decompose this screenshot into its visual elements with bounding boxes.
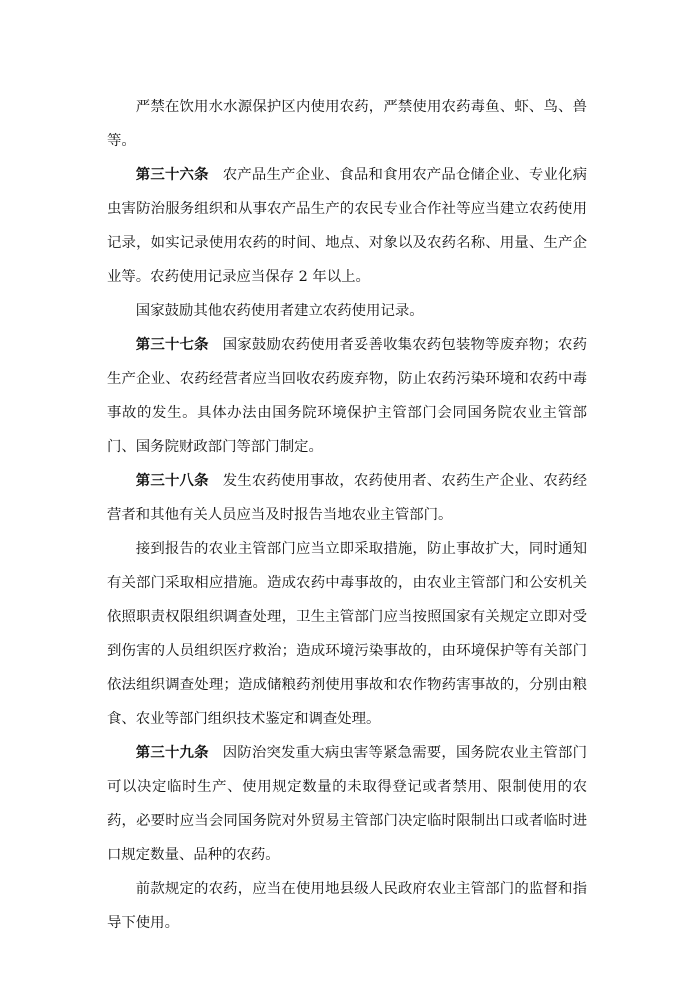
- paragraph-encourage-records: [107, 294, 587, 328]
- paragraph-supervised-use: [107, 872, 587, 940]
- article-37: [107, 328, 587, 464]
- paragraph-text: 因防治突发重大病虫害等紧急需要，国务院农业主管部门可以决定临时生产、使用规定数量的未取得登记或者禁用、限制使用的农药，必要时应当会同国务院对外贸易主管部门决定临时限制出口或者临时进口规定数量、品种的农药。: [107, 745, 587, 863]
- article-36: [107, 158, 587, 294]
- paragraph-text: 发生农药使用事故，农药使用者、农药生产企业、农药经营者和其他有关人员应当及时报告当地农业主管部门。: [107, 473, 587, 523]
- article-heading: 第三十七条: [135, 337, 209, 353]
- paragraph-text: 接到报告的农业主管部门应当立即采取措施，防止事故扩大，同时通知有关部门采取相应措施。造成农药中毒事故的，由农业主管部门和公安机关依照职责权限组织调查处理，卫生主管部门应当按照国家有关规定立即对受到伤害的人员组织医疗救治；造成环境污染事故的，由环境保护等有关部门依法组织调查处理；造成储粮药剂使用事故和农作物药害事故的，分别由粮食、农业等部门组织技术鉴定和调查处理。: [107, 541, 587, 727]
- article-heading: 第三十九条: [135, 745, 209, 761]
- article-heading: 第三十六条: [135, 167, 209, 183]
- article-38: [107, 464, 587, 532]
- paragraph-water-source-ban: [107, 90, 587, 158]
- paragraph-accident-handling: [107, 532, 587, 736]
- paragraph-text: 前款规定的农药，应当在使用地县级人民政府农业主管部门的监督和指导下使用。: [107, 881, 587, 931]
- paragraph-text: 农产品生产企业、食品和食用农产品仓储企业、专业化病虫害防治服务组织和从事农产品生产的农民专业合作社等应当建立农药使用记录，如实记录使用农药的时间、地点、对象以及农药名称、用量、生产企业等。农药使用记录应当保存 2 年以上。: [107, 167, 587, 285]
- paragraph-text: 国家鼓励其他农药使用者建立农药使用记录。: [135, 303, 424, 319]
- document-body: [107, 90, 587, 940]
- article-heading: 第三十八条: [135, 473, 209, 489]
- paragraph-text: 国家鼓励农药使用者妥善收集农药包装物等废弃物；农药生产企业、农药经营者应当回收农药废弃物，防止农药污染环境和农药中毒事故的发生。具体办法由国务院环境保护主管部门会同国务院农业主管部门、国务院财政部门等部门制定。: [107, 337, 587, 455]
- paragraph-text: 严禁在饮用水水源保护区内使用农药，严禁使用农药毒鱼、虾、鸟、兽等。: [107, 99, 587, 149]
- article-39: [107, 736, 587, 872]
